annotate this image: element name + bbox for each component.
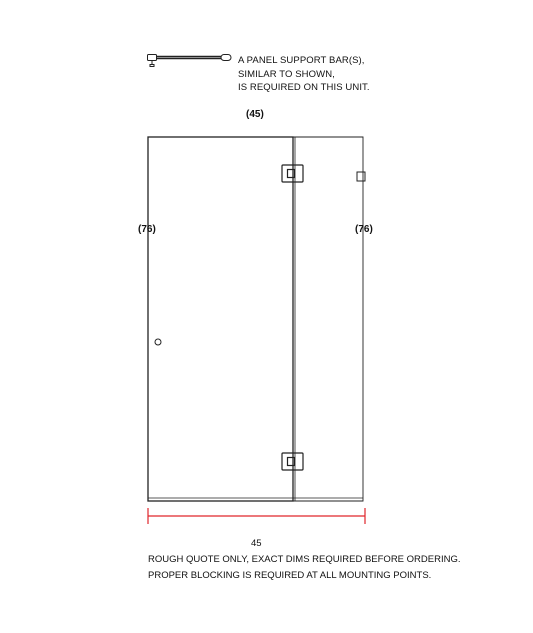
door-handle [155, 339, 161, 345]
footer-note-blocking: PROPER BLOCKING IS REQUIRED AT ALL MOUNTING POINTS. [148, 570, 432, 581]
overall-width-dimension-line [148, 508, 365, 524]
top-width-dimension: (45) [246, 109, 264, 120]
support-bar-note-line-3: IS REQUIRED ON THIS UNIT. [238, 82, 370, 93]
door-panel [148, 137, 293, 501]
footer-note-quote: ROUGH QUOTE ONLY, EXACT DIMS REQUIRED BEFORE ORDERING. [148, 554, 461, 565]
overall-width-dimension: 45 [251, 538, 262, 549]
left-height-dimension: (76) [138, 224, 156, 235]
support-bar-note-line-2: SIMILAR TO SHOWN, [238, 68, 335, 80]
footer-notes [148, 552, 461, 584]
panel-support-bar-icon [148, 55, 232, 67]
wall-clip [357, 172, 365, 181]
support-bar-note [238, 54, 370, 95]
fixed-panel [293, 137, 363, 501]
right-height-dimension: (76) [355, 224, 373, 235]
support-bar-note-line-1: A PANEL SUPPORT BAR(S), [238, 55, 365, 66]
